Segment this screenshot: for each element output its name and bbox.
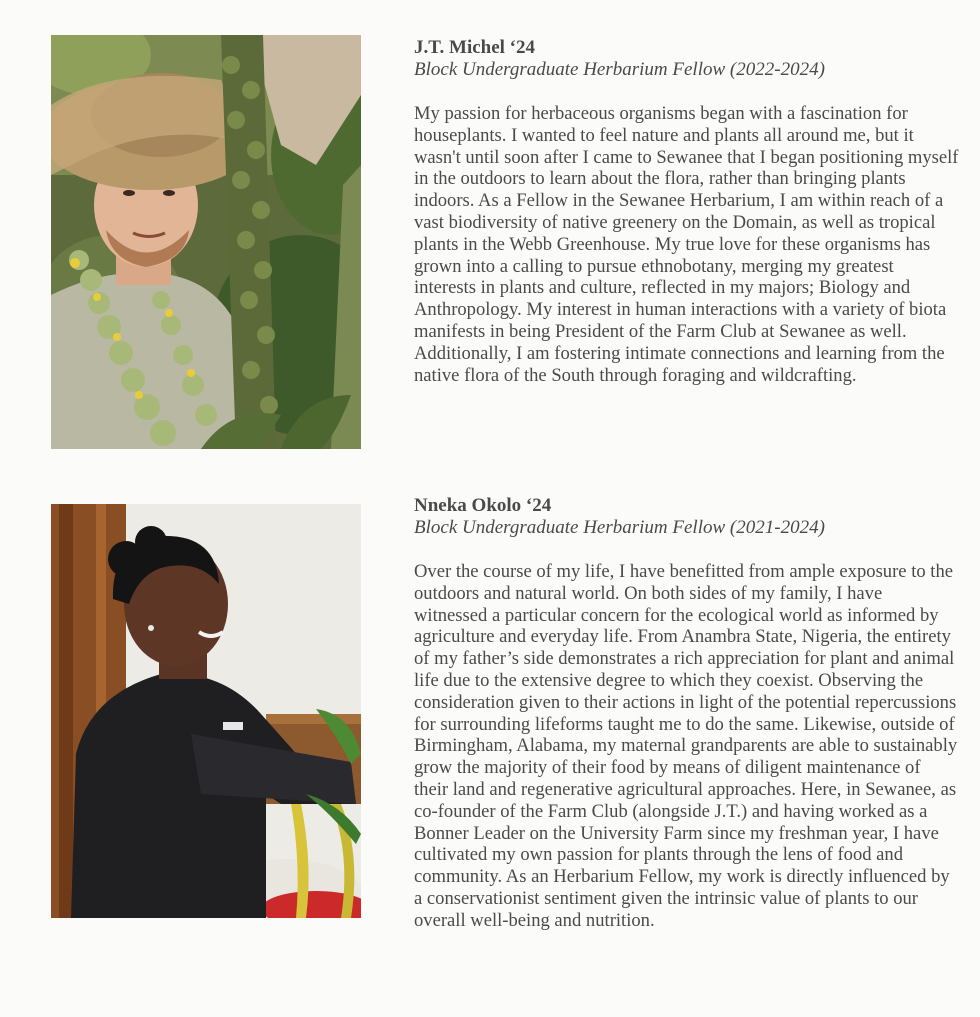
profile-text <box>414 495 959 932</box>
portrait-photo <box>51 35 361 449</box>
fellow-role: Block Undergraduate Herbarium Fellow (2021-2024) <box>414 517 825 538</box>
fellow-role: Block Undergraduate Herbarium Fellow (2022-2024) <box>414 59 825 80</box>
fellow-bio: Over the course of my life, I have benefitted from ample exposure to the outdoors and natural world. On both sides of my family, I have witnessed a particular concern for the ecological world as informed by agriculture and everyday life. From Anambra State, Nigeria, the entirety of my father’s side demonstrates a rich appreciation for plant and animal life due to the extensive degree to which they coexist. Observing the consideration given to their actions in light of the potential repercussions for surrounding lifeforms taught me to do the same. Likewise, outside of Birmingham, Alabama, my maternal grandparents are able to sustainably grow the majority of their food by means of diligent maintenance of their land and regenerative agricultural approaches. Here, in Sewanee, as co-founder of the Farm Club (alongside J.T.) and having worked as a Bonner Leader on the University Farm since my freshman year, I have cultivated my own passion for plants through the lens of food and community. As an Herbarium Fellow, my work is directly influenced by a conservationist sentiment given the intrinsic value of plants to our overall well-being and nutrition. <box>414 561 958 931</box>
portrait-photo <box>51 504 361 918</box>
profile-text <box>414 37 959 386</box>
fellow-name: Nneka Okolo ‘24 <box>414 495 552 516</box>
fellow-bio: My passion for herbaceous organisms began with a fascination for houseplants. I wanted to feel nature and plants all around me, but it wasn't until soon after I came to Sewanee that I began positioning myself in the outdoors to learn about the flora, rather than bringing plants indoors. As a Fellow in the Sewanee Herbarium, I am within reach of a vast biodiversity of native greenery on the Domain, as well as tropical plants in the Webb Greenhouse. My true love for these organisms has grown into a calling to pursue ethnobotany, merging my greatest interests in plants and culture, reflected in my majors; Biology and Anthropology. My interest in human interactions with a variety of biota manifests in being President of the Farm Club at Sewanee as well. Additionally, I am fostering intimate connections and learning from the native flora of the South through foraging and wildcrafting. <box>414 103 959 386</box>
fellow-name: J.T. Michel ‘24 <box>414 37 536 58</box>
